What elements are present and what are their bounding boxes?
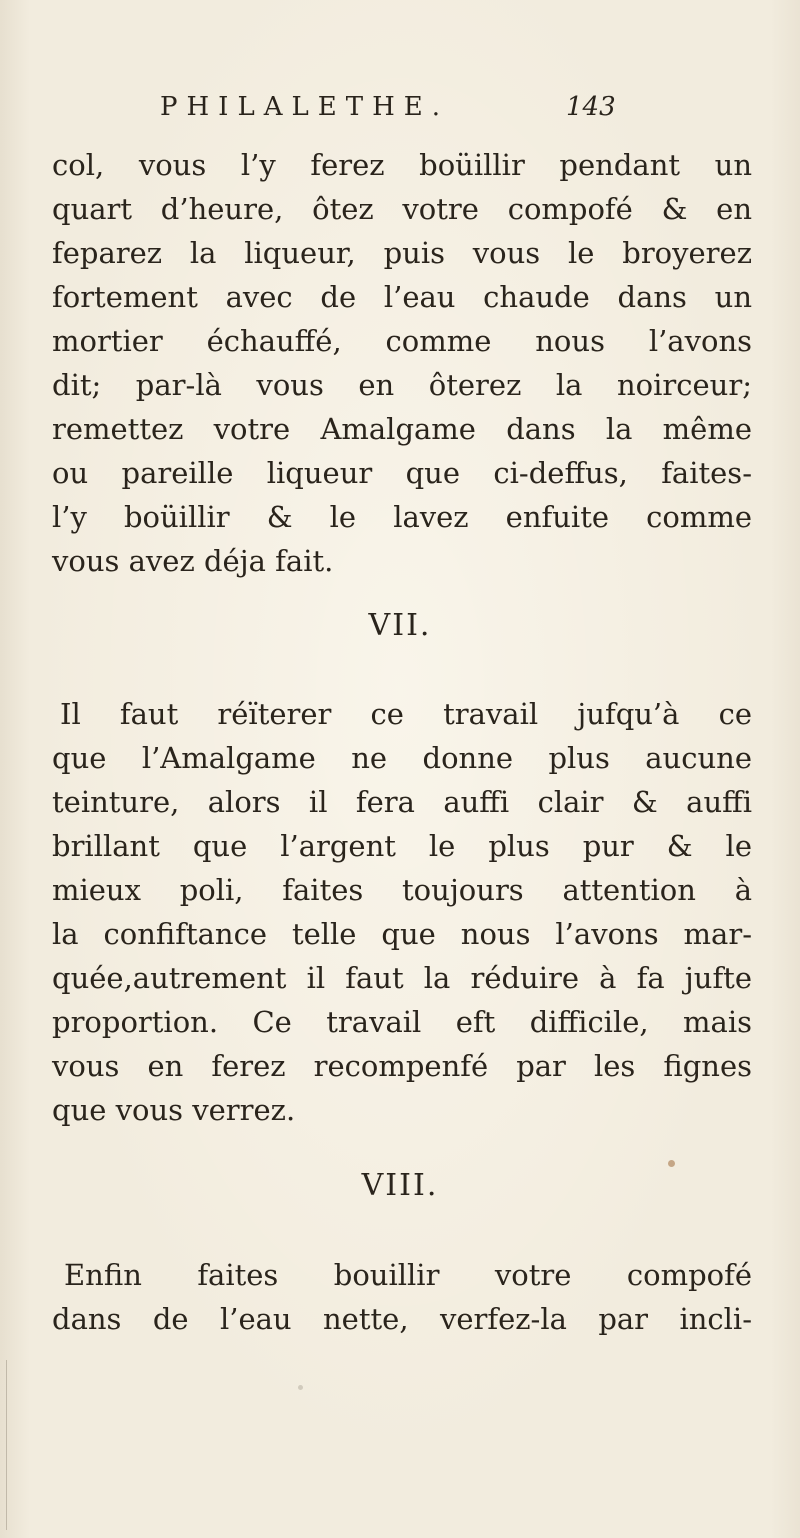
paragraph-continued [52,143,752,583]
text-line: que l’Amalgame ne donne plus aucune [52,741,752,775]
text-line: Enfin faites bouillir votre compofé [64,1258,752,1292]
text-line: mortier échauffé, comme nous l’avons [52,324,752,358]
text-line: dans de l’eau nette, verfez-la par incli- [52,1302,752,1336]
paper-speck [298,1385,303,1390]
text-line: dit; par-là vous en ôterez la noirceur; [52,368,752,402]
page-header [0,92,800,132]
text-line: feparez la liqueur, puis vous le broyerez [52,236,752,270]
text-line: ou pareille liqueur que ci-deffus, faites- [52,456,752,490]
section-viii-paragraph [52,1253,752,1341]
text-line: fortement avec de l’eau chaude dans un [52,280,752,314]
text-line: teinture, alors il fera auffi clair & auffi [52,785,752,819]
text-line: la confiftance telle que nous l’avons mar- [52,917,752,951]
page-number: 143 [566,92,616,122]
text-line: l’y boüillir & le lavez enfuite comme [52,500,752,534]
text-line: col, vous l’y ferez boüillir pendant un [52,148,752,182]
page-edge-shadow [6,1360,7,1530]
text-line: mieux poli, faites toujours attention à [52,873,752,907]
section-heading-viii: VIII. [361,1168,439,1203]
text-line: vous en ferez recompenfé par les fignes [52,1049,752,1083]
text-line: quée,autrement il faut la réduire à fa jufte [52,961,752,995]
paper-stain [668,1160,675,1167]
section-heading-vii: VII. [368,608,432,643]
text-line: quart d’heure, ôtez votre compofé & en [52,192,752,226]
text-line: remettez votre Amalgame dans la même [52,412,752,446]
text-line-last: vous avez déja fait. [52,544,334,578]
text-line-last: que vous verrez. [52,1093,296,1127]
running-title: PHILALETHE. [160,92,449,122]
text-line: Il faut réïterer ce travail jufqu’à ce [60,697,752,731]
section-vii-paragraph [52,692,752,1132]
text-line: brillant que l’argent le plus pur & le [52,829,752,863]
text-line: proportion. Ce travail eft difficile, mais [52,1005,752,1039]
